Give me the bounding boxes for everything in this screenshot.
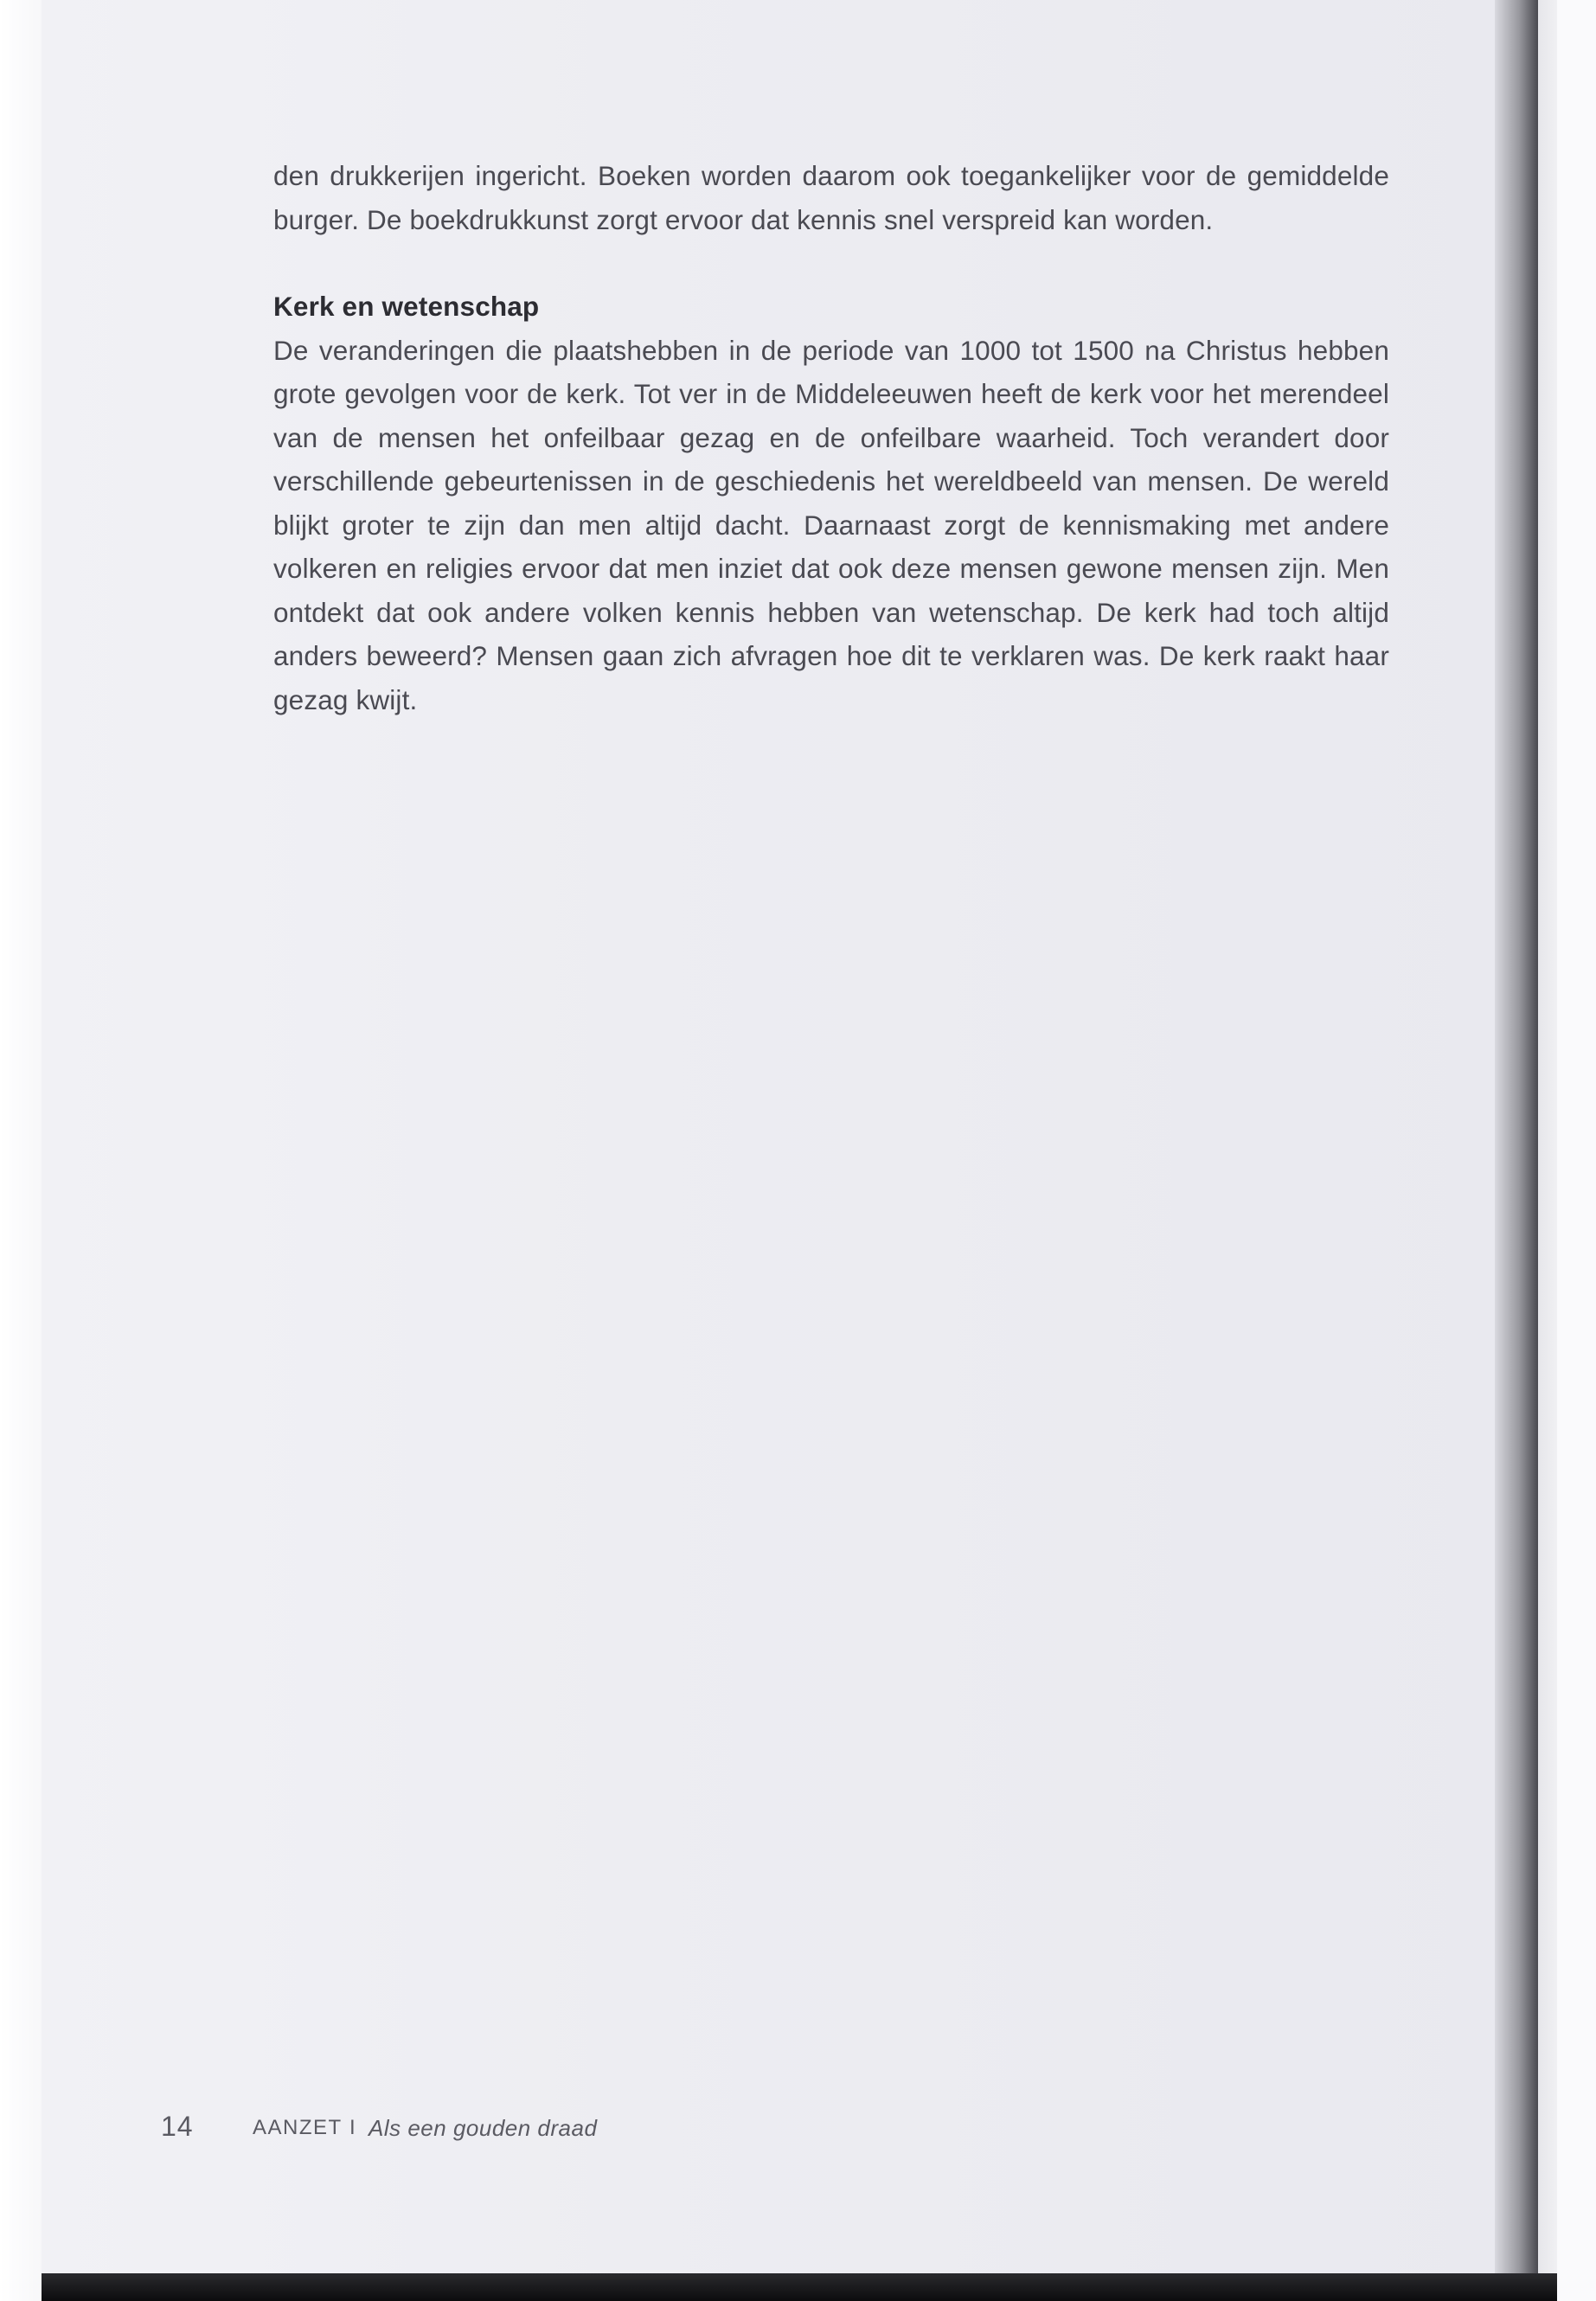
scan-left-margin xyxy=(0,0,42,2301)
book-title: Als een gouden draad xyxy=(369,2115,598,2141)
page-edge-strip xyxy=(1538,0,1557,2301)
body-text xyxy=(273,154,1389,721)
paragraph-continuation: den drukkerijen ingericht. Boeken worden daarom ook toegankelijker voor de gemiddelde burger. De boekdrukkunst zorgt ervoor dat kennis snel verspreid kan worden. xyxy=(273,160,1389,235)
page-number: 14 xyxy=(161,2111,194,2142)
footer-separator: I xyxy=(349,2116,356,2139)
scan-bottom-edge xyxy=(42,2273,1557,2301)
scan-right-margin xyxy=(1557,0,1596,2301)
section-heading: Kerk en wetenschap xyxy=(273,291,540,322)
paragraph-kerk-en-wetenschap: De veranderingen die plaatshebben in de periode van 1000 tot 1500 na Christus hebben grote gevolgen voor de kerk. Tot ver in de Middeleeuwen heeft de kerk voor het merendeel van de mensen het onfeilbaar gezag en de onfeilbare waarheid. Toch verandert door verschillende gebeurtenissen in de geschiedenis het wereldbeeld van mensen. De wereld blijkt groter te zijn dan men altijd dacht. Daarnaast zorgt de kennismaking met andere volkeren en religies ervoor dat men inziet dat ook deze mensen gewone mensen zijn. Men ontdekt dat ook andere volken kennis hebben van wetenschap. De kerk had toch altijd anders beweerd? Mensen gaan zich afvragen hoe dit te verklaren was. De kerk raakt haar gezag kwijt. xyxy=(273,334,1389,715)
page-footer xyxy=(161,2111,598,2143)
series-name: AANZET xyxy=(253,2116,343,2139)
binding-shadow xyxy=(1495,0,1538,2301)
